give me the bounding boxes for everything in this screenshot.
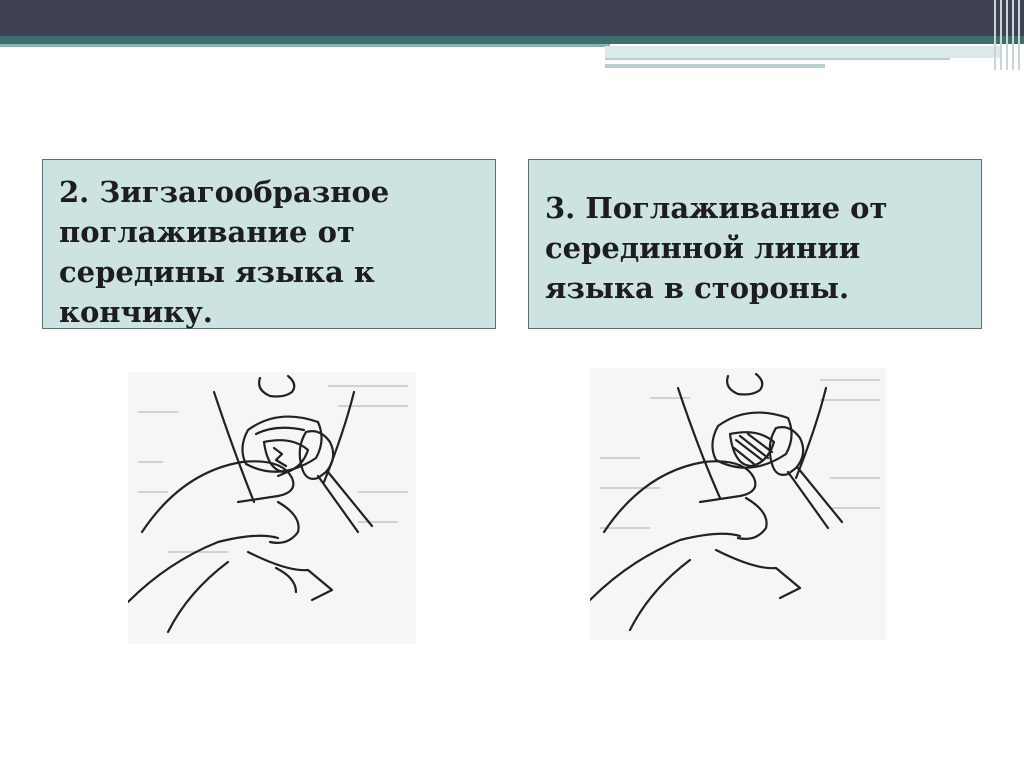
- text-box-sideways: [528, 159, 982, 329]
- header-thin-line-2: [605, 64, 825, 68]
- header-light-block: [605, 46, 1000, 58]
- header-teal-bar: [0, 36, 1024, 44]
- text-box-sideways-label: 3. Поглаживание от серединной линии языка в стороны.: [545, 191, 888, 305]
- header-stripes: [990, 0, 1024, 70]
- text-box-zigzag-label: 2. Зигзагообразное поглаживание от середины языка к кончику.: [59, 175, 390, 329]
- text-box-zigzag: [42, 159, 496, 329]
- header-thin-line: [605, 58, 950, 60]
- header-teal-line: [0, 44, 610, 47]
- illustration-zigzag-massage: [128, 372, 416, 644]
- header-dark-bar: [0, 0, 1024, 36]
- illustration-sideways-massage: [590, 368, 886, 640]
